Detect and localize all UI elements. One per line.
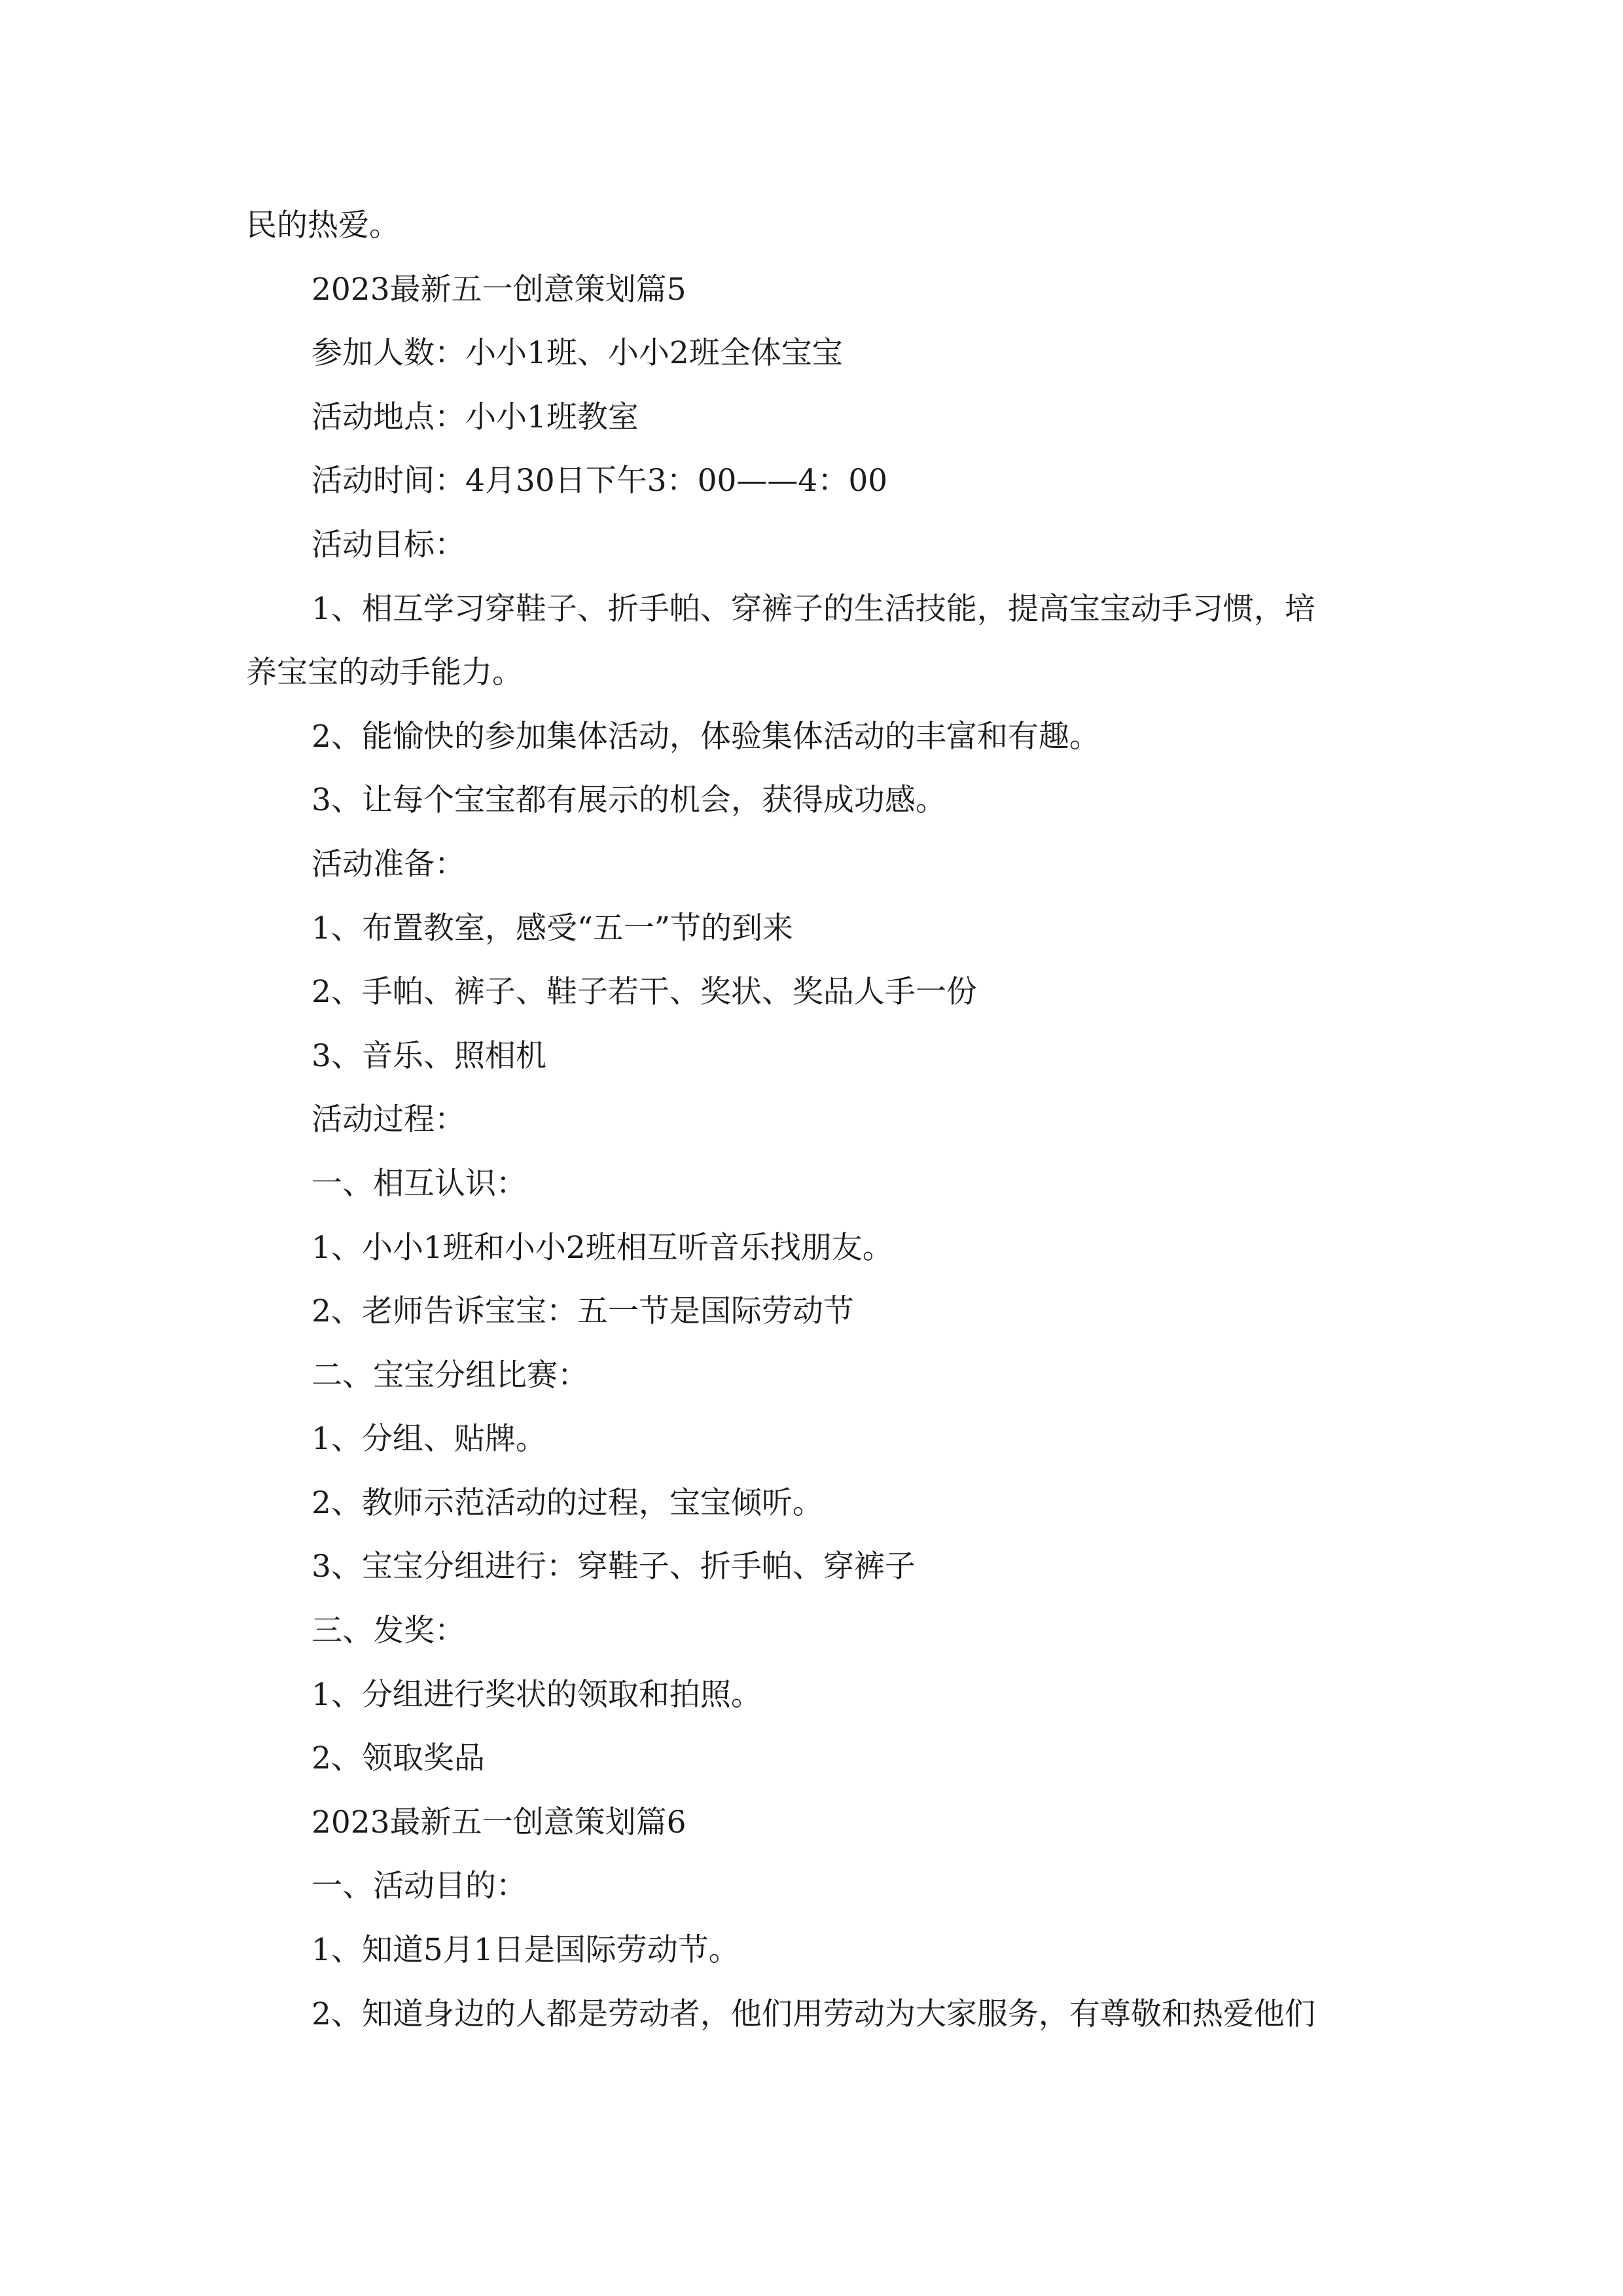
text-line: 民的热爱。 (246, 207, 400, 243)
text-line: 活动过程： (312, 1102, 465, 1138)
text-line: 2023最新五一创意策划篇6 (312, 1804, 687, 1840)
text-line: 2、领取奖品 (312, 1740, 485, 1777)
text-line: 活动目标： (312, 526, 465, 563)
text-line: 三、发奖： (312, 1613, 465, 1649)
text-line: 2、知道身边的人都是劳动者，他们用劳动为大家服务，有尊敬和热爱他们 (312, 1996, 1315, 2032)
text-line: 养宝宝的动手能力。 (246, 655, 523, 691)
text-line: 活动地点：小小1班教室 (312, 399, 639, 435)
text-line: 2023最新五一创意策划篇5 (312, 271, 687, 308)
text-line: 一、相互认识： (312, 1165, 527, 1202)
text-line: 3、宝宝分组进行：穿鞋子、折手帕、穿裤子 (312, 1549, 916, 1585)
text-line: 一、活动目的： (312, 1868, 527, 1905)
text-line: 参加人数：小小1班、小小2班全体宝宝 (312, 335, 843, 372)
text-line: 二、宝宝分组比赛： (312, 1357, 588, 1393)
text-line: 2、老师告诉宝宝：五一节是国际劳动节 (312, 1293, 854, 1330)
text-line: 1、布置教室，感受“五一”节的到来 (312, 910, 793, 946)
document-body (246, 194, 1391, 2046)
text-line: 1、相互学习穿鞋子、折手帕、穿裤子的生活技能，提高宝宝动手习惯，培 (312, 590, 1315, 627)
text-line: 活动时间：4月30日下午3：00——4：00 (312, 463, 888, 499)
text-line: 2、能愉快的参加集体活动，体验集体活动的丰富和有趣。 (312, 718, 1100, 755)
text-line: 3、让每个宝宝都有展示的机会，获得成功感。 (312, 782, 946, 819)
text-line: 1、分组进行奖状的领取和拍照。 (312, 1676, 762, 1713)
text-line: 活动准备： (312, 846, 465, 882)
text-line: 1、分组、贴牌。 (312, 1421, 546, 1458)
text-line: 1、知道5月1日是国际劳动节。 (312, 1932, 740, 1969)
text-line: 3、音乐、照相机 (312, 1037, 546, 1074)
text-line: 1、小小1班和小小2班相互听音乐找朋友。 (312, 1229, 893, 1266)
text-line: 2、手帕、裤子、鞋子若干、奖状、奖品人手一份 (312, 974, 977, 1011)
text-line: 2、教师示范活动的过程，宝宝倾听。 (312, 1484, 823, 1521)
